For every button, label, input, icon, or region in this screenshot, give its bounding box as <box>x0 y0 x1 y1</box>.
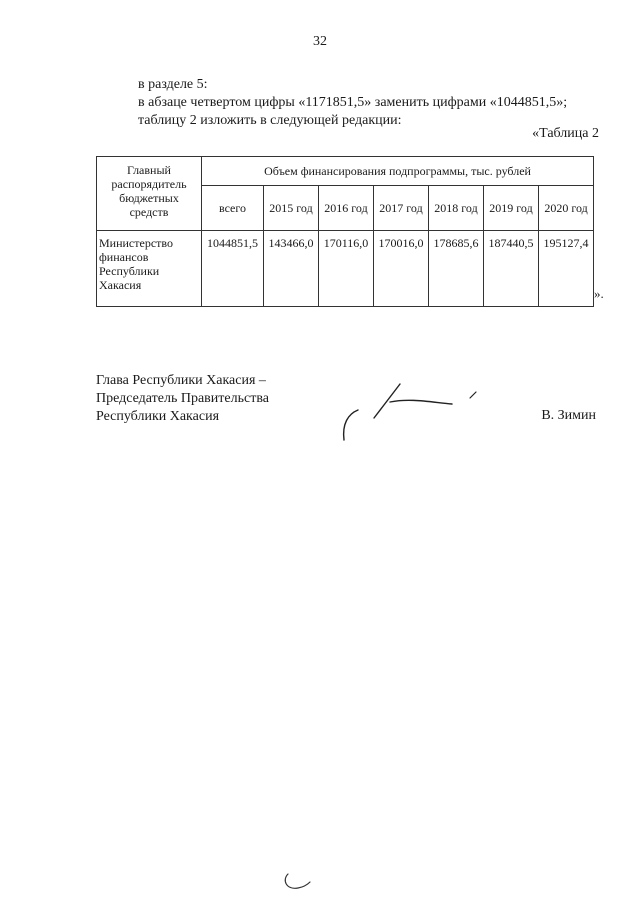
signatory-line: Глава Республики Хакасия – <box>96 373 266 388</box>
column-header: 2019 год <box>484 186 539 231</box>
table-cell-org: Министерство финансов Республики Хакасия <box>97 231 202 307</box>
handwritten-signature <box>330 380 490 450</box>
financing-table <box>96 156 594 307</box>
handwritten-mark <box>278 870 318 894</box>
signatory-line: Республики Хакасия <box>96 409 220 424</box>
column-header: всего <box>202 186 264 231</box>
table-cell: 187440,5 <box>484 231 539 307</box>
closing-quote: ». <box>594 286 604 301</box>
table-caption: «Таблица 2 <box>532 126 599 141</box>
column-header: 2020 год <box>539 186 594 231</box>
table-row <box>97 231 594 307</box>
table-cell: 170016,0 <box>374 231 429 307</box>
column-header: 2018 год <box>429 186 484 231</box>
column-header: 2016 год <box>319 186 374 231</box>
table-cell: 143466,0 <box>264 231 319 307</box>
body-line: таблицу 2 изложить в следующей редакции: <box>138 113 402 128</box>
body-text <box>138 76 567 130</box>
table-cell: 178685,6 <box>429 231 484 307</box>
header-financing-volume: Объем финансирования подпрограммы, тыс. рублей <box>202 157 594 186</box>
column-header: 2015 год <box>264 186 319 231</box>
signatory-title <box>96 372 269 426</box>
table-cell: 170116,0 <box>319 231 374 307</box>
header-budget-holder: Главный распорядитель бюджетных средств <box>97 157 202 231</box>
page-number: 32 <box>313 34 327 49</box>
table-cell: 195127,4 <box>539 231 594 307</box>
signatory-line: Председатель Правительства <box>96 391 269 406</box>
table-cell: 1044851,5 <box>202 231 264 307</box>
body-line: в разделе 5: <box>138 77 208 92</box>
column-header: 2017 год <box>374 186 429 231</box>
body-line: в абзаце четвертом цифры «1171851,5» заменить цифрами «1044851,5»; <box>138 95 568 110</box>
signer-name: В. Зимин <box>541 408 596 423</box>
